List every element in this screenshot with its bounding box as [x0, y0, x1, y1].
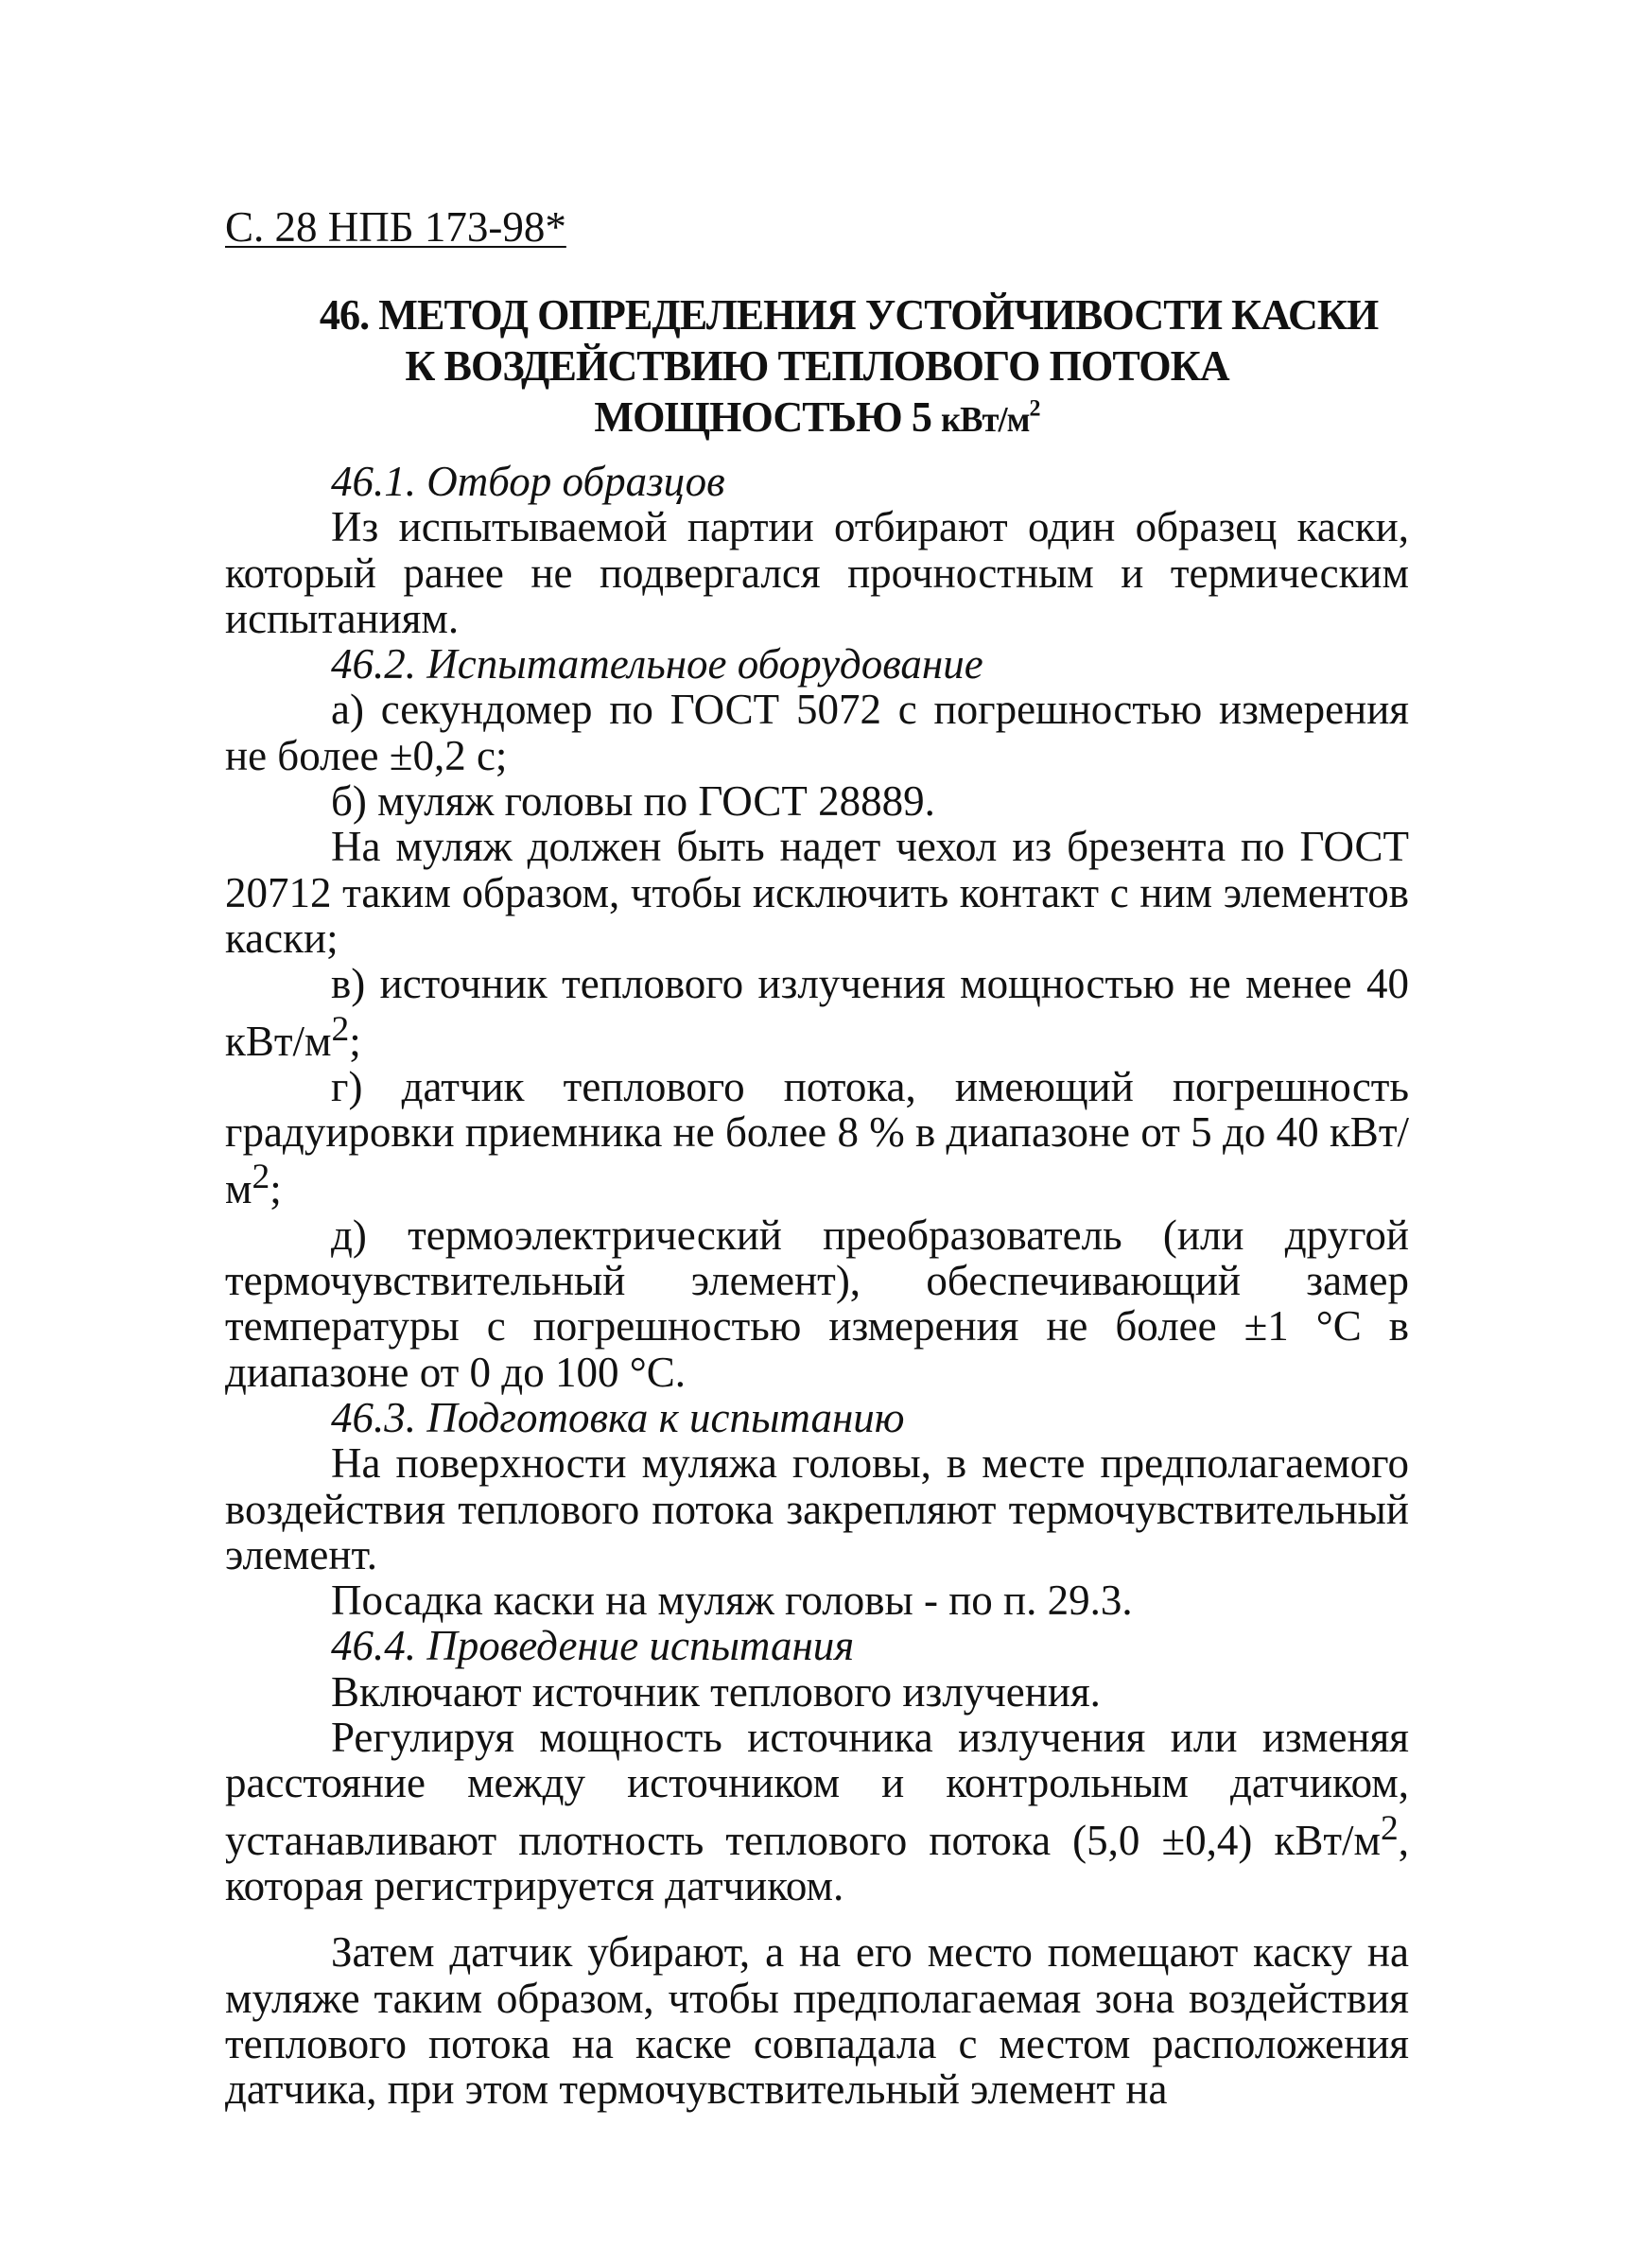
list-item-g — [225, 1064, 1409, 1212]
list-item-v — [225, 961, 1409, 1064]
title-line-3-text: МОЩНОСТЬЮ 5 — [594, 392, 942, 441]
title-unit: кВт/м — [941, 400, 1030, 440]
paragraph-switch-on: Включают источник теплового излучения. — [331, 1667, 1101, 1716]
paragraph-helmet-placement: Затем датчик убирают, а на его место помещают каску на муляже таким образом, чтобы предполагаемая зона воздействия теплового потока на каске совпадала с местом расположения датчика, при этом термочувствительный элемент на — [225, 1928, 1409, 2114]
page-reference: С. 28 НПБ 173-98* — [225, 203, 566, 251]
subsection-heading-46-4: 46.4. Проведение испытания — [331, 1622, 855, 1670]
subsection-heading-46-2: 46.2. Испытательное оборудование — [331, 640, 983, 688]
title-line-3 — [249, 392, 1385, 445]
paragraph-preparation: На поверхности муляжа головы, в месте предполагаемого воздействия теплового потока закрепляют термочувствительный элемент. — [225, 1439, 1409, 1578]
list-item-v-exponent: 2 — [331, 1009, 350, 1049]
page-header — [225, 202, 1409, 252]
title-line-1: 46. МЕТОД ОПРЕДЕЛЕНИЯ УСТОЙЧИВОСТИ КАСКИ — [319, 290, 1379, 339]
paragraph-cover-note: На муляж должен быть надет чехол из брезента по ГОСТ 20712 таким образом, чтобы исключить контакт с ним элементов каски; — [225, 823, 1409, 962]
paragraph-sampling: Из испытываемой партии отбирают один образец каски, который ранее не подвергался прочностным и термическим испытаниям. — [225, 503, 1409, 642]
list-item-g-end: ; — [270, 1165, 282, 1213]
list-item-a: а) секундомер по ГОСТ 5072 с погрешностью измерения не более ±0,2 с; — [225, 686, 1409, 779]
paragraph-flux-setting-text: Регулируя мощность источника излучения или изменяя расстояние между источником и контрольным датчиком, устанавливают плотность теплового потока (5,0 ±0,4) кВт/м — [225, 1714, 1409, 1864]
list-item-g-text: г) датчик теплового потока, имеющий погрешность градуировки приемника не более 8 % в диапазоне от 5 до 40 кВт/м — [225, 1062, 1409, 1213]
section-title — [249, 289, 1385, 445]
title-unit-exponent: 2 — [1029, 395, 1040, 422]
list-item-b: б) муляж головы по ГОСТ 28889. — [331, 777, 935, 826]
paragraph-flux-setting-exponent: 2 — [1381, 1808, 1399, 1848]
subsection-heading-46-3: 46.3. Подготовка к испытанию — [331, 1393, 905, 1441]
list-item-v-end: ; — [349, 1017, 361, 1065]
paragraph-flux-setting-end: , которая регистрируется датчиком. — [225, 1816, 1409, 1909]
paragraph-flux-setting — [225, 1715, 1409, 1908]
title-line-2: К ВОЗДЕЙСТВИЮ ТЕПЛОВОГО ПОТОКА — [405, 341, 1229, 390]
list-item-v-text: в) источник теплового излучения мощностью не менее 40 кВт/м — [225, 960, 1409, 1065]
paragraph-helmet-fit: Посадка каски на муляж головы - по п. 29.3. — [331, 1577, 1133, 1625]
subsection-heading-46-1: 46.1. Отбор образцов — [331, 458, 725, 505]
list-item-d: д) термоэлектрический преобразователь (или другой термочувствительный элемент), обеспечивающий замер температуры с погрешностью измерения не более ±1 °С в диапазоне от 0 до 100 °С. — [225, 1211, 1409, 1396]
document-page — [225, 202, 1409, 2112]
list-item-g-exponent: 2 — [252, 1158, 270, 1197]
